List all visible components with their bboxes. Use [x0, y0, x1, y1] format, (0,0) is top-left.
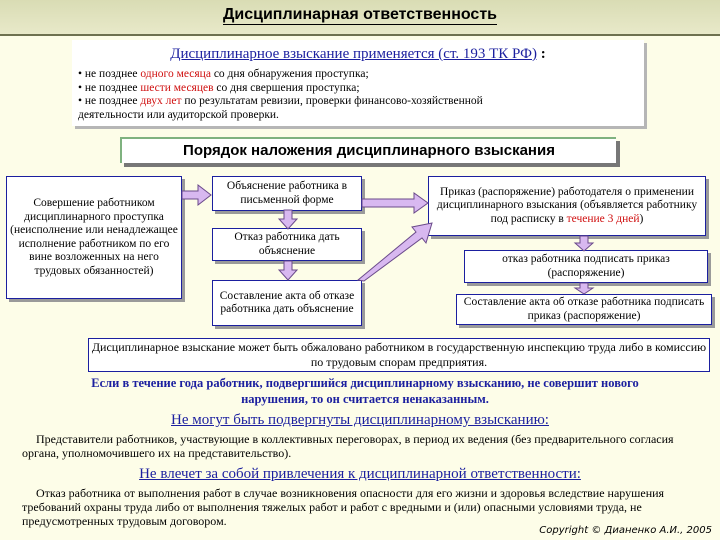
procedure-heading: Порядок наложения дисциплинарного взыскания: [120, 137, 616, 163]
deadline-rules-heading: [74, 46, 642, 63]
deadline-rule-item: [78, 82, 644, 96]
card-act-refusal-sign-text: Составление акта об отказе работника подписать приказ (распоряжение): [463, 296, 705, 322]
copyright: Copyright © Дианенко А.И., 2005: [539, 525, 712, 536]
exempt-text: Представители работников, участвующие в коллективных переговорах, в период их ведения (без предварительного согласия органа, уполномочившего их на представительство).: [22, 432, 674, 460]
bullet: •: [78, 68, 83, 80]
arrow-refusal-sign-to-act: [574, 283, 594, 295]
arrow-order-to-refusal-sign: [574, 236, 594, 252]
page-title: Дисциплинарная ответственность: [222, 6, 497, 23]
card-explanation: [212, 176, 362, 211]
card-act-refusal-sign: [456, 294, 712, 325]
arrow-explanation-to-refusal: [278, 210, 298, 230]
deadline-rules-list: [78, 68, 644, 122]
deadline-rule-continuation: деятельности или аудиторской проверки.: [78, 108, 279, 121]
card-act-refusal-explain: [212, 280, 362, 326]
bullet: •: [78, 81, 83, 94]
deadline-rule-item: [78, 68, 644, 82]
arrow-act-to-order: [356, 222, 434, 282]
card-order-main: Приказ (распоряжение) работодателя о применении дисциплинарного взыскания (объявляется работнику под расписку в: [436, 185, 698, 225]
deadline-rule-item: [78, 95, 644, 109]
deadline-period: двух лет: [140, 95, 182, 107]
deadline-rules-heading-text: Дисциплинарное взыскание применяется (ст. 193 ТК РФ): [170, 46, 537, 62]
card-refusal-sign-text: отказ работника подписать приказ (распоряжение): [502, 253, 670, 279]
appeal-note: Дисциплинарное взыскание может быть обжаловано работником в государственную инспекцию труда либо в комиссию по трудовым спорам предприятия.: [88, 338, 710, 372]
exempt-heading: Не могут быть подвергнуты дисциплинарному взысканию:: [171, 412, 549, 428]
no-liability-text: Отказ работника от выполнения работ в случае возникновения опасности для его жизни и здоровья вследствие нарушения требований охраны труда либо от выполнения тяжелых работ и работ с вредными и (или) опасными условиями труда, не предусмотренных трудовым договором.: [22, 486, 665, 528]
arrow-violation-to-explanation: [182, 184, 212, 206]
card-order-deadline: течение 3 дней: [566, 212, 640, 225]
card-order-text: [429, 186, 705, 227]
arrow-explanation-to-order: [362, 192, 430, 214]
card-refusal-sign: [464, 250, 708, 283]
deadline-pre: не позднее: [84, 95, 138, 107]
deadline-post: со дня свершения проступка;: [216, 81, 360, 94]
card-refusal-explain: [212, 228, 362, 261]
deadline-pre: не позднее: [84, 68, 138, 80]
card-order-tail: ): [639, 212, 644, 225]
deadline-rules-box: [72, 40, 644, 126]
arrow-refusal-to-act: [278, 261, 298, 281]
card-refusal-explain-text: Отказ работника дать объяснение: [234, 231, 340, 257]
no-liability-heading: Не влечет за собой привлечения к дисциплинарной ответственности:: [139, 466, 581, 482]
bullet: •: [78, 95, 83, 107]
deadline-period: шести месяцев: [140, 81, 214, 94]
card-order: [428, 176, 706, 236]
deadline-period: одного месяца: [140, 68, 211, 80]
title-bar: [0, 0, 720, 36]
card-explanation-text: Объяснение работника в письменной форме: [226, 180, 348, 206]
deadline-post: со дня обнаружения проступка;: [213, 68, 369, 80]
expiry-note: Если в течение года работник, подвергшийся дисциплинарному взысканию, не совершит нового нарушения, то он считается ненаказанным.: [91, 376, 639, 406]
deadline-rules-colon: :: [540, 46, 546, 62]
card-violation: [6, 176, 182, 299]
deadline-pre: не позднее: [84, 81, 138, 94]
deadline-post: по результатам ревизии, проверки финансово-хозяйственной: [184, 95, 483, 107]
card-act-refusal-explain-text: Составление акта об отказе работника дать объяснение: [219, 289, 355, 315]
card-violation-text: Совершение работником дисциплинарного проступка (неисполнение или ненадлежащее исполнение работником по его вине возложенных на него трудовых обязанностей): [10, 197, 178, 277]
